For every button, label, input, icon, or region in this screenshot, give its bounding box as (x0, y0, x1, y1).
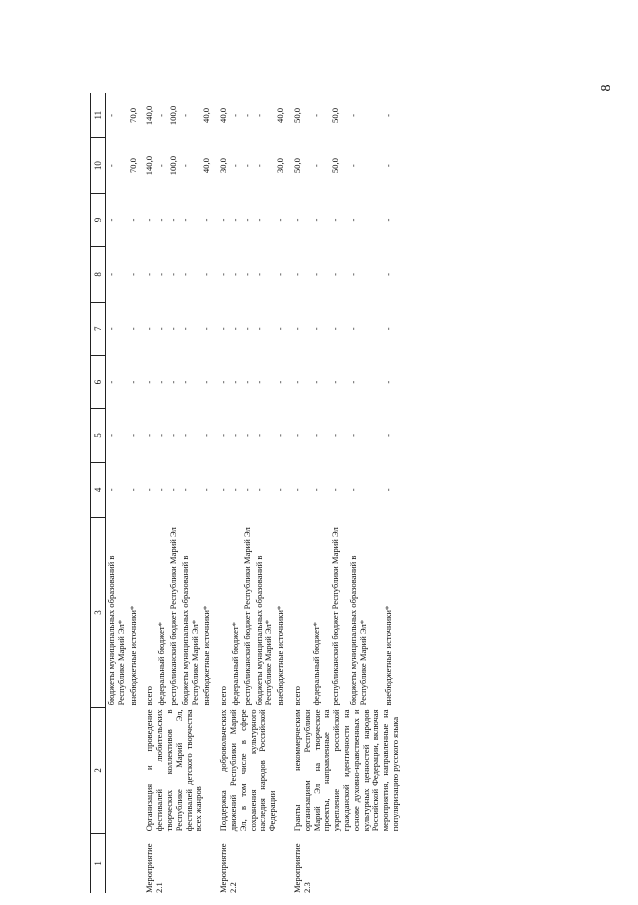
value-cell: - (218, 434, 229, 437)
value-cell: - (275, 218, 286, 222)
value-cell: - (106, 434, 116, 437)
value-cell: - (127, 218, 138, 222)
value-cell: - (167, 327, 178, 331)
value-cell: - (201, 327, 212, 331)
value-cell: 30,0 (218, 158, 229, 174)
value-cell: - (218, 272, 229, 276)
value-cell: - (253, 380, 264, 384)
funding-source-cell: республиканский бюджет Республики Марий Эл (241, 527, 252, 706)
column-header: 6 (91, 355, 106, 408)
value-cell: - (348, 327, 359, 331)
value-cell: - (218, 488, 229, 492)
value-cell: - (229, 488, 240, 492)
value-cell: - (106, 272, 116, 276)
value-cell: - (275, 488, 286, 492)
funding-source-cell: республиканский бюджет Республики Марий Эл (167, 527, 178, 706)
value-cell: - (229, 380, 240, 384)
value-cell: - (310, 114, 321, 117)
value-cell: - (382, 218, 393, 222)
value-cell: - (241, 434, 252, 437)
value-cell: - (201, 434, 212, 437)
column-header: 5 (91, 409, 106, 462)
value-cell: - (229, 164, 240, 168)
value-cell: - (241, 380, 252, 384)
value-cell: - (144, 327, 155, 331)
value-cell: - (253, 164, 264, 168)
value-cell: - (218, 327, 229, 331)
value-cell: - (310, 218, 321, 222)
value-cell: - (229, 272, 240, 276)
value-cell: - (218, 218, 229, 222)
value-cell: - (229, 434, 240, 437)
value-cell: - (218, 380, 229, 384)
table-row (292, 93, 311, 893)
value-cell: - (253, 488, 264, 492)
funding-source-cell: федеральный бюджет* (229, 622, 240, 706)
value-cell: - (106, 164, 116, 168)
value-cell: - (241, 272, 252, 276)
event-description-cell: Организация и проведение фестивалей любительских творческих коллективов в Республике Марий Эл, фестивалей детского творчества всех жанров (144, 709, 204, 832)
value-cell: - (144, 380, 155, 384)
value-cell: - (179, 434, 190, 437)
value-cell: - (179, 380, 190, 384)
value-cell: - (179, 164, 190, 168)
value-cell: - (310, 327, 321, 331)
event-description-cell: Гранты некоммерческим организациям Республики Марий Эл на творческие проекты, направленные на укрепление российской гражданской идентичности на основе духовно-нравственных и культурных ценностей народов Российской Федерации, включая мероприятия, направленные на популяризацию русского языка (291, 709, 400, 832)
value-cell: - (106, 327, 116, 331)
value-cell: 140,0 (144, 105, 155, 126)
table-row (106, 93, 128, 893)
funding-source-cell: всего (144, 686, 155, 706)
event-name-cell: Мероприятие 2.2 (218, 843, 238, 893)
value-cell: - (167, 272, 178, 276)
value-cell: - (241, 164, 252, 168)
value-cell: - (156, 164, 167, 168)
funding-source-cell: внебюджетные источники* (275, 605, 286, 706)
table-row (218, 93, 230, 893)
value-cell: 140,0 (144, 155, 155, 176)
value-cell: - (179, 218, 190, 222)
value-cell: - (382, 114, 393, 117)
table-row (144, 93, 156, 893)
funding-source-cell: всего (218, 686, 229, 706)
value-cell: - (106, 218, 116, 222)
value-cell: - (127, 272, 138, 276)
value-cell: - (253, 218, 264, 222)
event-name-cell: Мероприятие 2.3 (291, 843, 312, 893)
value-cell: - (167, 218, 178, 222)
value-cell: - (329, 327, 340, 331)
value-cell: - (382, 164, 393, 168)
funding-source-cell: внебюджетные источники* (201, 605, 212, 706)
value-cell: - (310, 164, 321, 168)
value-cell: 40,0 (201, 107, 212, 123)
column-header: 11 (91, 93, 106, 138)
value-cell: - (241, 327, 252, 331)
value-cell: 40,0 (275, 107, 286, 123)
value-cell: - (156, 327, 167, 331)
value-cell: - (291, 218, 302, 222)
value-cell: - (291, 272, 302, 276)
value-cell: - (275, 380, 286, 384)
event-name-cell: Мероприятие 2.1 (144, 843, 165, 893)
value-cell: - (382, 380, 393, 384)
value-cell: - (201, 272, 212, 276)
value-cell: - (310, 488, 321, 492)
value-cell: - (156, 488, 167, 492)
value-cell: - (167, 434, 178, 437)
value-cell: - (310, 272, 321, 276)
column-header: 8 (91, 247, 106, 302)
value-cell: - (382, 488, 393, 492)
value-cell: 40,0 (218, 107, 229, 123)
funding-source-cell: бюджеты муниципальных образований в Республике Марий Эл* (253, 555, 274, 706)
value-cell: - (144, 272, 155, 276)
value-cell: - (229, 327, 240, 331)
value-cell: - (106, 380, 116, 384)
funding-source-cell: всего (291, 686, 302, 706)
funding-table (90, 93, 402, 893)
value-cell: - (348, 114, 359, 117)
value-cell: - (348, 218, 359, 222)
funding-source-cell: республиканский бюджет Республики Марий Эл (329, 527, 340, 706)
value-cell: - (310, 434, 321, 437)
value-cell: - (179, 327, 190, 331)
value-cell: - (291, 380, 302, 384)
column-header: 10 (91, 138, 106, 193)
value-cell: - (348, 434, 359, 437)
value-cell: 50,0 (291, 107, 302, 123)
value-cell: - (144, 488, 155, 492)
value-cell: 50,0 (329, 107, 340, 123)
page-number: 8 (599, 84, 614, 92)
value-cell: - (329, 272, 340, 276)
value-cell: 40,0 (201, 158, 212, 174)
column-header: 9 (91, 193, 106, 246)
value-cell: - (382, 434, 393, 437)
value-cell: - (241, 218, 252, 222)
event-description-cell (106, 707, 140, 833)
column-header: 2 (91, 707, 106, 833)
value-cell: - (329, 434, 340, 437)
value-cell: - (291, 488, 302, 492)
value-cell: - (144, 434, 155, 437)
value-cell: - (201, 488, 212, 492)
value-cell: - (156, 380, 167, 384)
event-description-cell: Поддержка добровольческих движений Республики Марий Эл, в том числе в сфере сохранения культурного наследия народов Российской Федерации (218, 709, 278, 832)
value-cell: - (179, 488, 190, 492)
value-cell: - (241, 488, 252, 492)
value-cell: - (156, 272, 167, 276)
value-cell: - (275, 434, 286, 437)
value-cell: - (348, 488, 359, 492)
value-cell: 70,0 (127, 158, 138, 174)
value-cell: - (144, 218, 155, 222)
value-cell: - (348, 272, 359, 276)
value-cell: - (127, 380, 138, 384)
value-cell: 50,0 (291, 158, 302, 174)
funding-source-cell: федеральный бюджет* (310, 622, 321, 706)
value-cell: - (329, 218, 340, 222)
funding-source-cell: бюджеты муниципальных образований в Республике Марий Эл* (348, 555, 369, 706)
value-cell: 100,0 (167, 155, 178, 176)
value-cell: - (348, 164, 359, 168)
value-cell: 30,0 (275, 158, 286, 174)
event-name-cell (106, 833, 140, 893)
funding-source-cell: внебюджетные источники* (127, 605, 138, 706)
value-cell: - (201, 380, 212, 384)
value-cell: - (275, 272, 286, 276)
funding-source-cell: бюджеты муниципальных образований в Республике Марий Эл* (179, 555, 200, 706)
value-cell: - (127, 327, 138, 331)
value-cell: - (291, 327, 302, 331)
funding-source-cell: федеральный бюджет* (156, 622, 167, 706)
value-cell: - (201, 218, 212, 222)
value-cell: - (167, 380, 178, 384)
value-cell: - (253, 327, 264, 331)
value-cell: - (382, 272, 393, 276)
value-cell: - (253, 272, 264, 276)
funding-source-cell: внебюджетные источники* (382, 605, 393, 706)
funding-source-cell: бюджеты муниципальных образований в Республике Марий Эл* (106, 555, 126, 706)
value-cell: 50,0 (329, 158, 340, 174)
value-cell: - (156, 434, 167, 437)
column-header: 3 (91, 518, 106, 708)
value-cell: - (179, 114, 190, 117)
value-cell: - (106, 114, 116, 117)
table-header-row (91, 93, 106, 893)
value-cell: - (127, 488, 138, 492)
value-cell: - (253, 434, 264, 437)
value-cell: - (127, 434, 138, 437)
value-cell: - (291, 434, 302, 437)
value-cell: - (275, 327, 286, 331)
value-cell: - (382, 327, 393, 331)
column-header: 7 (91, 302, 106, 355)
column-header: 4 (91, 462, 106, 517)
value-cell: - (329, 380, 340, 384)
table-body (106, 93, 402, 893)
value-cell: 70,0 (127, 107, 138, 123)
value-cell: - (241, 114, 252, 117)
value-cell: - (348, 380, 359, 384)
value-cell: - (329, 488, 340, 492)
value-cell: - (229, 218, 240, 222)
value-cell: - (253, 114, 264, 117)
value-cell: - (179, 272, 190, 276)
value-cell: - (156, 114, 167, 117)
column-header: 1 (91, 833, 106, 893)
value-cell: 100,0 (167, 105, 178, 126)
value-cell: - (167, 488, 178, 492)
value-cell: - (156, 218, 167, 222)
value-cell: - (229, 114, 240, 117)
value-cell: - (106, 488, 116, 492)
funding-table-container (90, 93, 632, 893)
value-cell: - (310, 380, 321, 384)
